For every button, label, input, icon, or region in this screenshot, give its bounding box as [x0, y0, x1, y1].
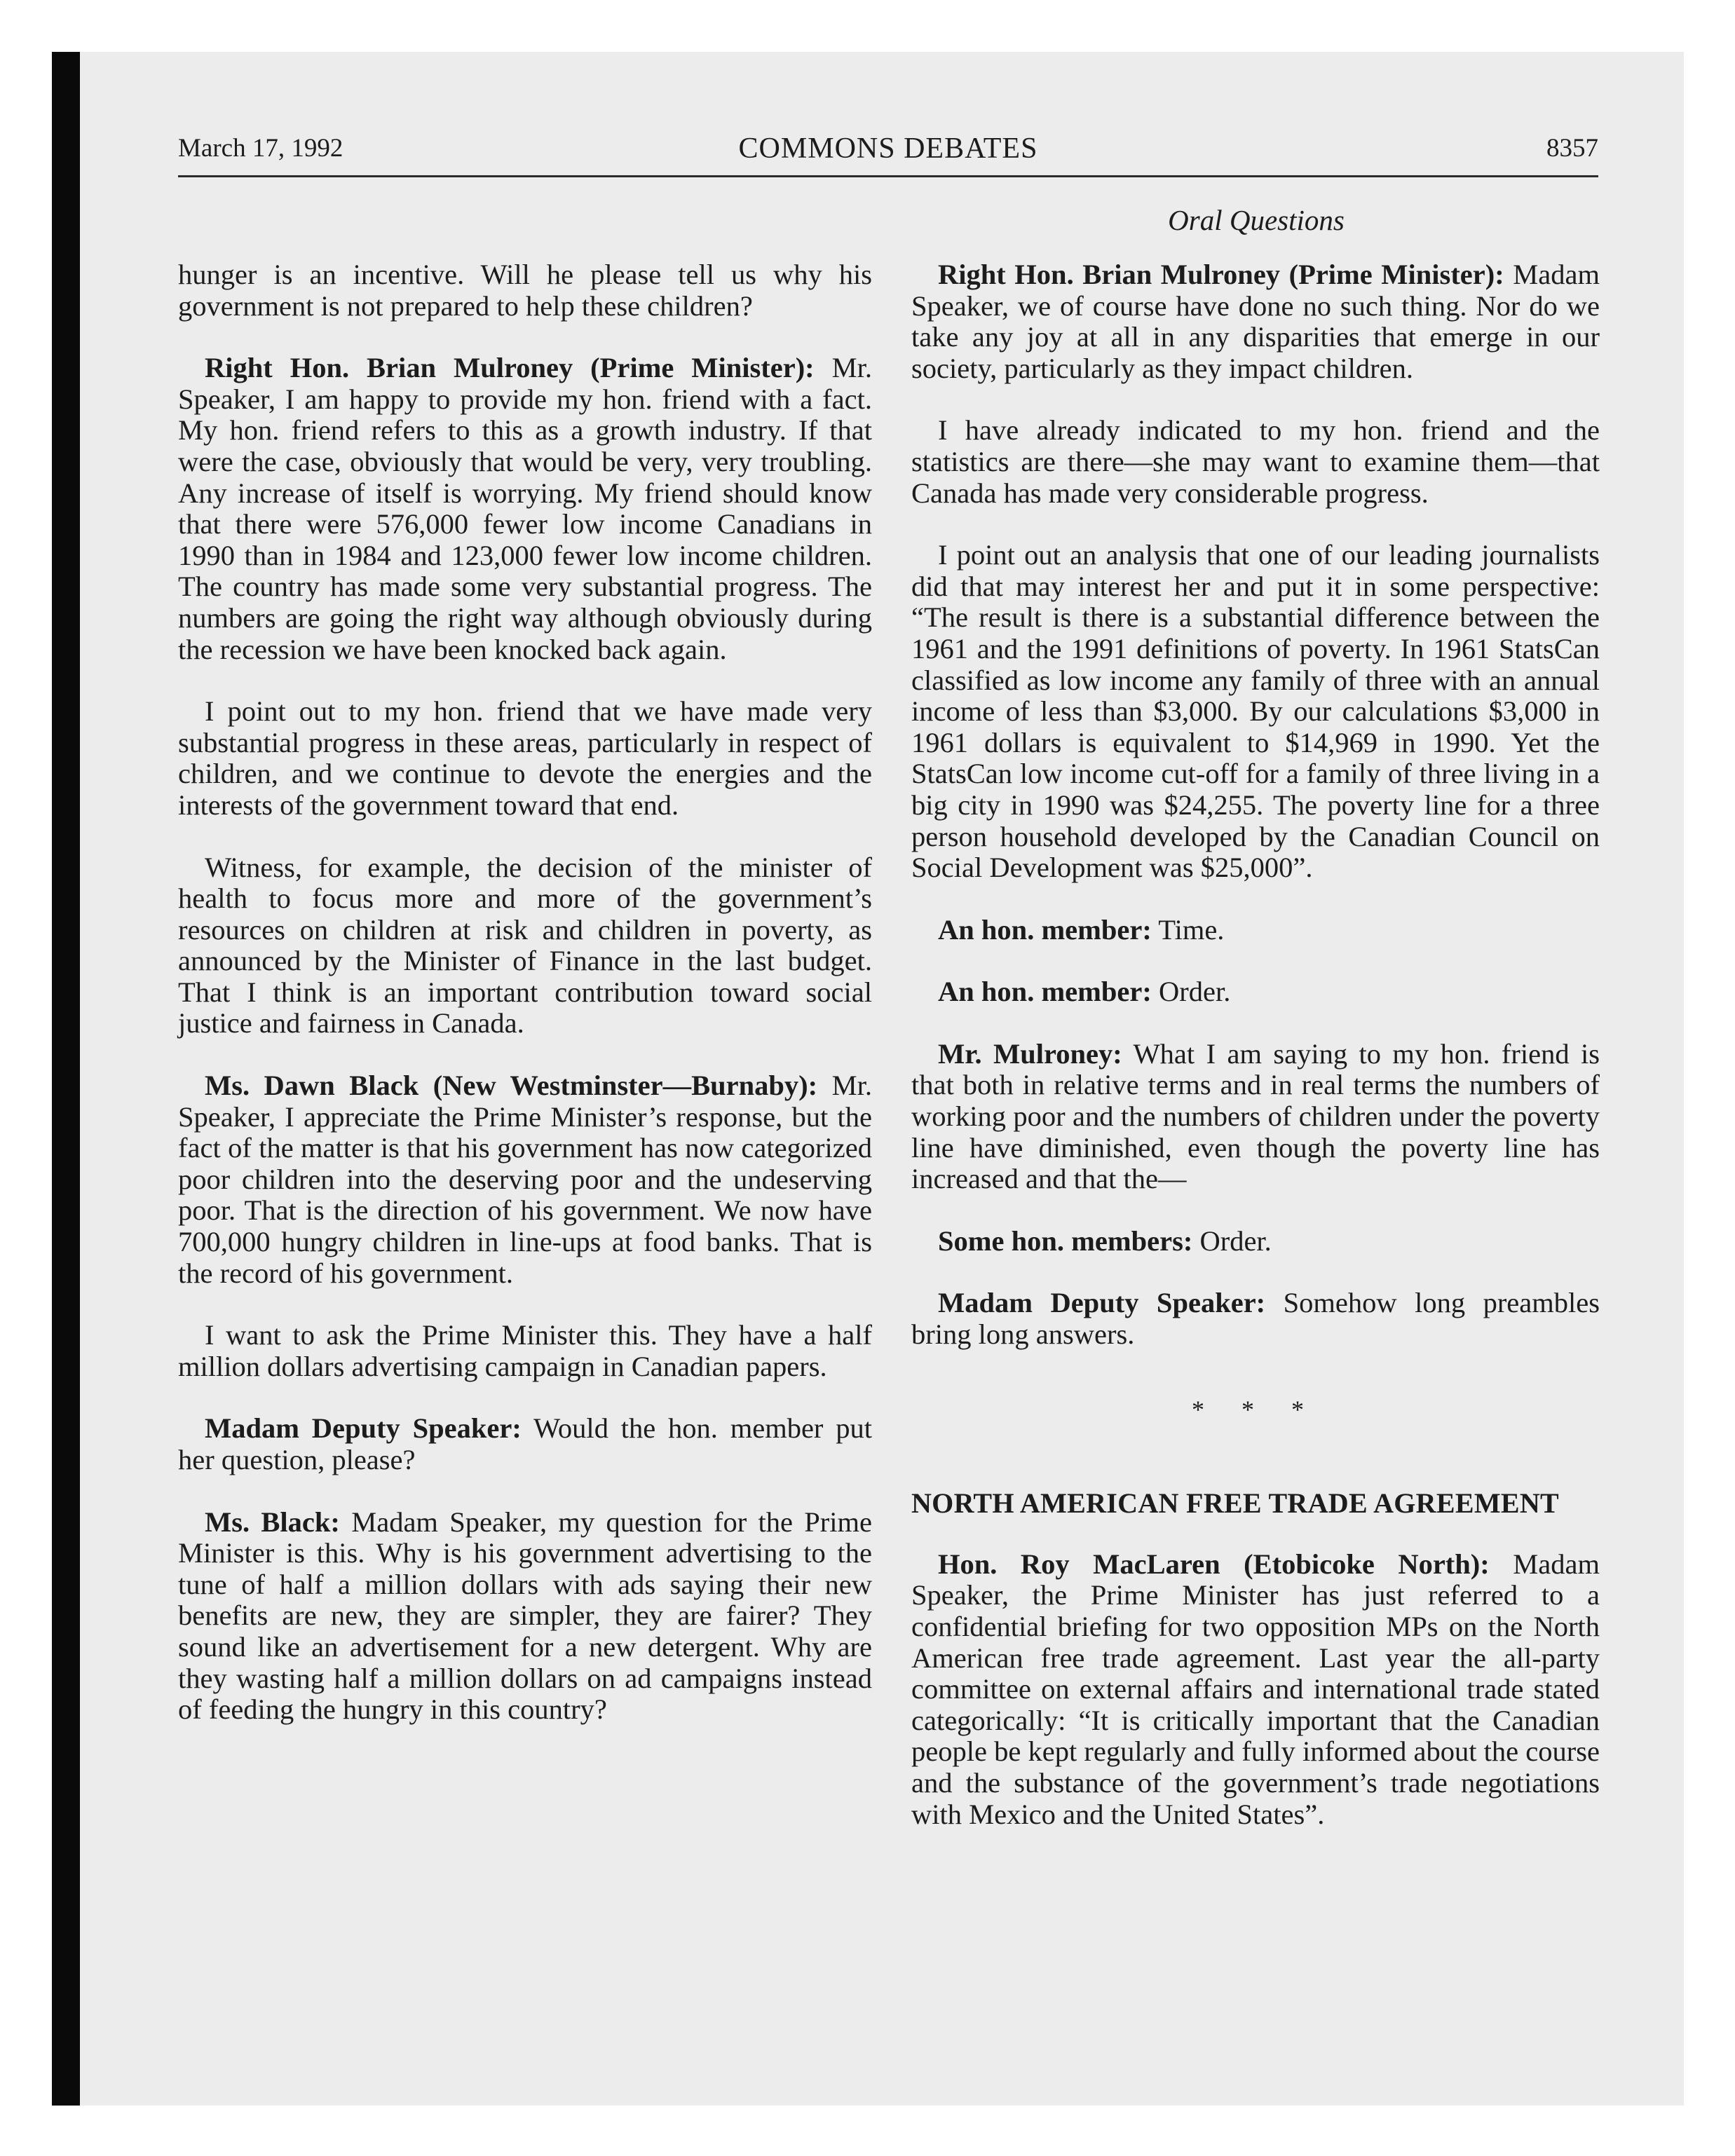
paragraph-text: Madam Speaker, my question for the Prime Minister is this. Why is his government advertising to the tune of half a million dollars with ads saying their new benefits are new, they are simpler, they are fairer? They sound like an advertisement for a new detergent. Why are they wasting half a million dollars on ad campaigns instead of feeding the hungry in this country?: [178, 1506, 873, 1726]
publication-title: COMMONS DEBATES: [738, 132, 1038, 165]
section-separator: * * *: [1192, 1395, 1319, 1424]
paragraph: [178, 696, 872, 821]
speaker-name: Mr. Mulroney:: [938, 1037, 1122, 1070]
speaker-name: Some hon. members:: [938, 1224, 1193, 1257]
paragraph: [911, 415, 1600, 509]
speaker-name: Madam Deputy Speaker:: [205, 1412, 522, 1445]
speaker-name: An hon. member:: [938, 976, 1152, 1008]
paragraph: [178, 259, 872, 322]
right-column: [911, 259, 1600, 1861]
header-date: March 17, 1992: [178, 134, 343, 163]
paragraph-text: Time.: [1158, 913, 1225, 946]
speaker-name: Right Hon. Brian Mulroney (Prime Minister):: [205, 352, 815, 384]
paragraph: [911, 1039, 1600, 1195]
paragraph-text: Witness, for example, the decision of the minister of health to focus more and more of the government’s resources on children at risk and children in poverty, as announced by the Minister of Finance in the last budget. That I think is an important contribution toward social justice and fairness in Canada.: [178, 851, 872, 1039]
paragraph-text: hunger is an incentive. Will he please tell us why his government is not prepared to help these children?: [178, 259, 872, 322]
paragraph-text: I have already indicated to my hon. friend and the statistics are there—she may want to examine them—that Canada has made very considerable progress.: [911, 414, 1600, 509]
paragraph-text: I point out to my hon. friend that we have made very substantial progress in these areas, particularly in respect of children, and we continue to devote the energies and the interests of the government toward that end.: [178, 695, 872, 821]
paragraph-text: I want to ask the Prime Minister this. They have a half million dollars advertising campaign in Canadian papers.: [178, 1319, 872, 1382]
paragraph: [911, 1288, 1600, 1350]
paragraph: [178, 852, 872, 1040]
paragraph: [911, 1549, 1600, 1830]
paragraph-text: Mr. Speaker, I appreciate the Prime Minister’s response, but the fact of the matter is that his government has now categorized poor children into the deserving poor and the undeserving poor. That is the direction of his government. We now have 700,000 hungry children in line-ups at food banks. That is the record of his government.: [178, 1070, 872, 1289]
speaker-name: Madam Deputy Speaker:: [938, 1287, 1266, 1319]
paragraph-text: What I am saying to my hon. friend is that both in relative terms and in real terms the numbers of working poor and the numbers of children under the poverty line have diminished, even though the poverty line has increased and that the—: [911, 1037, 1600, 1195]
paragraph-text: Order.: [1199, 1224, 1272, 1257]
paragraph: [911, 259, 1600, 384]
page-header: [178, 126, 1598, 177]
paragraph: [178, 1070, 872, 1289]
paragraph-text: Madam Speaker, the Prime Minister has just referred to a confidential briefing for two opposition MPs on the North American free trade agreement. Last year the all-party committee on external affairs and international trade stated categorically: “It is critically important that the Canadian people be kept regularly and fully informed about the course and the substance of the government’s trade negotiations with Mexico and the United States”.: [911, 1548, 1600, 1830]
paragraph-text: Would the hon. member put her question, please?: [178, 1412, 872, 1475]
paragraph-text: I point out an analysis that one of our leading journalists did that may interest her and put it in some perspective: “The result is there is a substantial difference between the 1961 and the 1991 definitions of poverty. In 1961 StatsCan classified as low income any family of three with an annual income of less than $3,000. By our calculations $3,000 in 1961 dollars is equivalent to $14,969 in 1990. Yet the StatsCan low income cut-off for a family of three living in a big city in 1990 was $24,255. The poverty line for a three person household developed by the Canadian Council on Social Development was $25,000”.: [911, 539, 1600, 884]
paragraph: [911, 976, 1600, 1008]
paragraph: [911, 1226, 1600, 1257]
subheading: NORTH AMERICAN FREE TRADE AGREEMENT: [911, 1487, 1560, 1520]
speaker-name: Ms. Black:: [205, 1506, 340, 1538]
scan-binding-edge: [52, 52, 80, 2106]
speaker-name: Ms. Dawn Black (New Westminster—Burnaby):: [205, 1070, 818, 1102]
left-column: [178, 259, 872, 1756]
section-label: Oral Questions: [1168, 204, 1345, 236]
paragraph: [178, 1413, 872, 1475]
page-number: 8357: [1546, 134, 1598, 163]
paragraph-text: Mr. Speaker, I am happy to provide my hon. friend with a fact. My hon. friend refers to this as a growth industry. If that were the case, obviously that would be very, very troubling. Any increase of itself is worrying. My friend should know that there were 576,000 fewer low income Canadians in 1990 than in 1984 and 123,000 fewer low income children. The country has made some very substantial progress. The numbers are going the right way although obviously during the recession we have been knocked back again.: [178, 352, 872, 665]
paragraph-text: Madam Speaker, we of course have done no such thing. Nor do we take any joy at all in any disparities that emerge in our society, particularly as they impact children.: [911, 259, 1600, 384]
paragraph-text: Order.: [1158, 976, 1231, 1008]
paragraph: [911, 540, 1600, 884]
speaker-name: Hon. Roy MacLaren (Etobicoke North):: [938, 1548, 1490, 1580]
speaker-name: Right Hon. Brian Mulroney (Prime Minister):: [938, 259, 1504, 290]
paragraph-text: Somehow long preambles bring long answers.: [911, 1287, 1600, 1351]
speaker-name: An hon. member:: [938, 913, 1152, 946]
paragraph: [911, 915, 1600, 946]
paragraph: [178, 1507, 872, 1726]
paragraph: [178, 353, 872, 665]
paragraph: [178, 1320, 872, 1382]
